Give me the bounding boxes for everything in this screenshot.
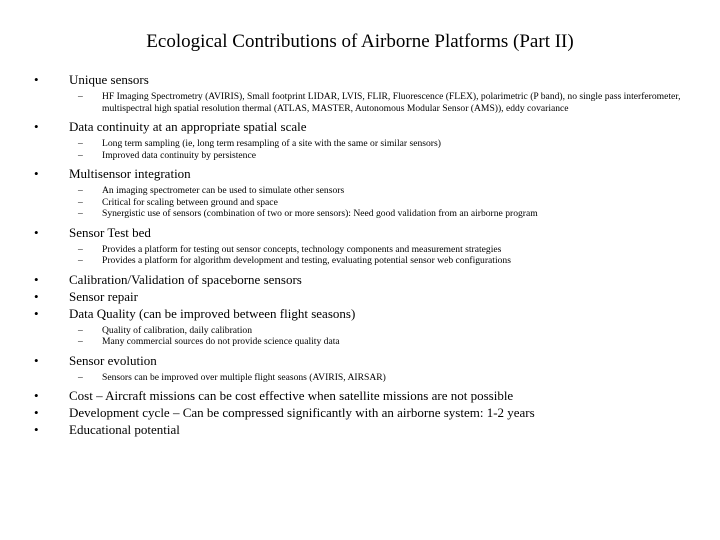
bullet-text: Calibration/Validation of spaceborne sensors <box>69 271 302 287</box>
bullet-text: Development cycle – Can be compressed significantly with an airborne system: 1-2 years <box>69 405 535 420</box>
sub-bullet <box>78 185 694 197</box>
bullet-item <box>34 71 694 118</box>
dash-icon: – <box>78 185 83 196</box>
sub-bullet-text: Synergistic use of sensors (combination of two or more sensors): Need good validation from an airborne program <box>102 208 538 219</box>
sub-bullet-text: Provides a platform for algorithm development and testing, evaluating potential sensor web configurations <box>102 255 511 266</box>
bullet-item <box>34 224 694 271</box>
bullet-icon: • <box>34 271 39 287</box>
bullet-icon: • <box>34 224 39 240</box>
sub-bullet <box>78 255 694 267</box>
sub-bullet <box>78 208 694 220</box>
sub-bullet <box>78 150 694 162</box>
bullet-text: Educational potential <box>69 422 180 437</box>
bullet-list <box>34 71 694 438</box>
bullet-text: Sensor repair <box>69 288 138 304</box>
dash-icon: – <box>78 324 83 336</box>
sub-bullet-text: HF Imaging Spectrometry (AVIRIS), Small footprint LIDAR, LVIS, FLIR, Fluorescence (FLEX), polarimetric (P band), no single pass interferometer, multispectral high spatial resolution thermal (ATLAS, MASTER, Autonomous Modular Sensor (AMS)), eddy covariance <box>102 91 681 114</box>
dash-icon: – <box>78 336 83 347</box>
bullet-item <box>34 352 694 388</box>
bullet-item <box>34 165 694 224</box>
bullet-text: Data continuity at an appropriate spatial scale <box>69 119 307 134</box>
bullet-item <box>34 387 694 404</box>
sub-bullet-text: Sensors can be improved over multiple flight seasons (AVIRIS, AIRSAR) <box>102 371 386 383</box>
bullet-item <box>34 118 694 165</box>
dash-icon: – <box>78 149 83 161</box>
sub-bullet <box>78 244 694 256</box>
sub-bullet-text: Improved data continuity by persistence <box>102 149 256 161</box>
dash-icon: – <box>78 255 83 266</box>
bullet-icon: • <box>34 288 39 304</box>
bullet-text: Unique sensors <box>69 72 149 87</box>
sub-bullet <box>78 91 694 114</box>
bullet-text: Sensor Test bed <box>69 224 151 240</box>
bullet-icon: • <box>34 352 39 368</box>
dash-icon: – <box>78 91 83 102</box>
slide-title: Ecological Contributions of Airborne Platforms (Part II) <box>146 31 574 52</box>
bullet-item <box>34 421 694 438</box>
bullet-text: Multisensor integration <box>69 166 191 181</box>
dash-icon: – <box>78 208 83 219</box>
sub-bullet-text: An imaging spectrometer can be used to simulate other sensors <box>102 185 345 196</box>
dash-icon: – <box>78 138 83 149</box>
sub-bullet-text: Provides a platform for testing out sensor concepts, technology components and measurement strategies <box>102 243 502 255</box>
dash-icon: – <box>78 196 83 208</box>
bullet-icon: • <box>34 405 39 420</box>
bullet-text: Data Quality (can be improved between flight seasons) <box>69 305 356 321</box>
bullet-item <box>34 288 694 305</box>
dash-icon: – <box>78 371 83 383</box>
bullet-icon: • <box>34 422 39 437</box>
bullet-icon: • <box>34 72 39 87</box>
bullet-text: Sensor evolution <box>69 352 157 368</box>
bullet-icon: • <box>34 305 39 321</box>
bullet-icon: • <box>34 166 39 181</box>
sub-bullet <box>78 336 694 348</box>
bullet-icon: • <box>34 388 39 403</box>
sub-bullet <box>78 197 694 209</box>
bullet-item <box>34 271 694 288</box>
dash-icon: – <box>78 243 83 255</box>
bullet-item <box>34 404 694 421</box>
sub-bullet-text: Critical for scaling between ground and space <box>102 196 278 208</box>
sub-bullet <box>78 372 694 384</box>
bullet-icon: • <box>34 119 39 134</box>
sub-bullet <box>78 138 694 150</box>
bullet-item <box>34 305 694 352</box>
bullet-text: Cost – Aircraft missions can be cost effective when satellite missions are not possible <box>69 388 514 403</box>
sub-bullet <box>78 325 694 337</box>
sub-bullet-text: Quality of calibration, daily calibration <box>102 324 252 336</box>
sub-bullet-text: Long term sampling (ie, long term resampling of a site with the same or similar sensors) <box>102 138 441 149</box>
sub-bullet-text: Many commercial sources do not provide science quality data <box>102 336 340 347</box>
